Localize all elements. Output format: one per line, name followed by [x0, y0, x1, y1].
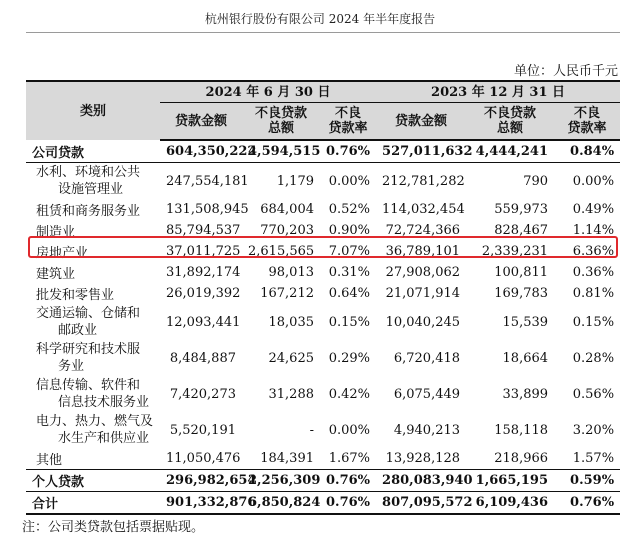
- table-row: 批发和零售业 26,019,392 167,212 0.64% 21,071,914 169,783 0.81%: [36, 286, 615, 303]
- col-npl-amount-2023: 不良贷款 总额: [466, 103, 554, 141]
- table-row: 其他 11,050,476 184,391 1.67% 13,928,128 218,966 1.57%: [26, 448, 620, 470]
- period-header-2024: 2024 年 6 月 30 日: [160, 81, 376, 103]
- period-header-2023: 2023 年 12 月 31 日: [376, 81, 620, 103]
- table-row-corporate-loans: 公司贷款 604,350,222 4,594,515 0.76% 527,011,632 4,444,241 0.84%: [26, 140, 620, 163]
- table-row: 电力、热力、燃气及 水生产和供应业 5,520,191 - 0.00% 4,940,213 158,118 3.20%: [36, 414, 615, 446]
- loan-quality-table: [26, 80, 620, 515]
- table-row-total: 合计 901,332,876 6,850,824 0.76% 807,095,572 6,109,436 0.76%: [26, 492, 620, 515]
- report-header-title: 杭州银行股份有限公司 2024 年半年度报告: [204, 12, 436, 26]
- footnote: 注：公司类贷款包括票据贴现。: [22, 520, 205, 535]
- col-npl-rate-2023: 不良 贷款率: [554, 103, 620, 141]
- category-header: 类别: [26, 81, 160, 140]
- col-npl-amount-2024: 不良贷款 总额: [242, 103, 320, 141]
- unit-label: 单位：人民币千元: [513, 64, 618, 79]
- table-row: 信息传输、软件和 信息技术服务业 7,420,273 31,288 0.42% 6,075,449 33,899 0.56%: [36, 378, 615, 410]
- header-divider: [26, 32, 620, 33]
- col-npl-rate-2024: 不良 贷款率: [320, 103, 376, 141]
- col-loan-amount-2023: 贷款金额: [376, 103, 466, 141]
- col-loan-amount-2024: 贷款金额: [160, 103, 242, 141]
- table-row: 租赁和商务服务业 131,508,945 684,004 0.52% 114,032,454 559,973 0.49%: [36, 202, 615, 219]
- table-row-real-estate: 房地产业 37,011,725 2,615,565 7.07% 36,789,101 2,339,231 6.36%: [36, 244, 615, 261]
- table-row: 交通运输、仓储和 邮政业 12,093,441 18,035 0.15% 10,040,245 15,539 0.15%: [36, 306, 615, 338]
- table-row-personal-loans: 个人贷款 296,982,654 2,256,309 0.76% 280,083,940 1,665,195 0.59%: [26, 470, 620, 492]
- table-row: 科学研究和技术服 务业 8,484,887 24,625 0.29% 6,720,418 18,664 0.28%: [36, 342, 615, 374]
- table-row: 建筑业 31,892,174 98,013 0.31% 27,908,062 100,811 0.36%: [36, 265, 615, 282]
- table-row: 水利、环境和公共 设施管理业 247,554,181 1,179 0.00% 212,781,282 790 0.00%: [36, 165, 615, 197]
- table-row: 制造业 85,794,537 770,203 0.90% 72,724,366 828,467 1.14%: [36, 223, 615, 240]
- real-estate-highlight-box: [28, 236, 618, 258]
